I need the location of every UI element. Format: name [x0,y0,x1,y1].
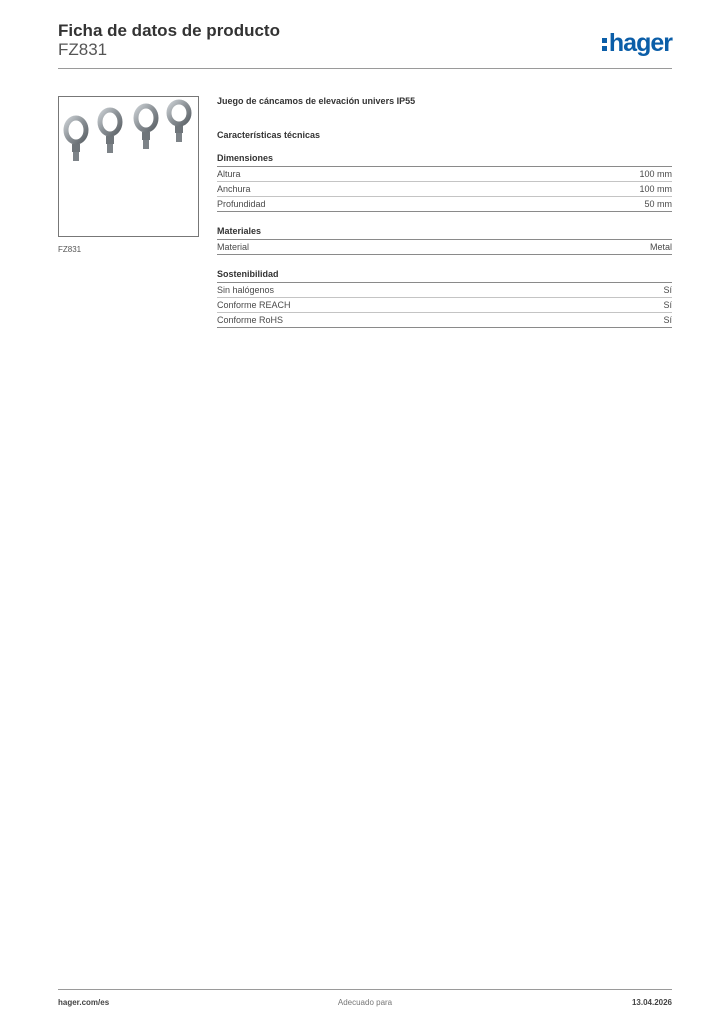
spec-label: Sin halógenos [217,285,275,295]
spec-value: 50 mm [644,199,672,209]
spec-row [217,283,672,298]
page-title: Ficha de datos de producto [58,21,280,40]
image-caption: FZ831 [58,245,82,254]
spec-label: Anchura [217,184,251,194]
footer-suitable-for: Adecuado para [337,998,393,1007]
eye-bolts-image [59,97,198,236]
spec-value: 100 mm [639,184,672,194]
spec-value: Sí [663,315,672,325]
spec-value: Sí [663,285,672,295]
section-title-materials: Materiales [217,226,672,240]
logo-dots-icon [602,38,607,51]
section-title-dimensions: Dimensiones [217,153,672,167]
spec-value: Metal [649,242,672,252]
spec-row [217,182,672,197]
spec-label: Conforme RoHS [217,315,284,325]
logo-text: hager [608,28,672,57]
spec-row [217,313,672,328]
product-code: FZ831 [58,40,108,59]
spec-row [217,240,672,255]
section-title-sustainability: Sostenibilidad [217,269,672,283]
spec-row [217,298,672,313]
footer-date: 13.04.2026 [631,998,672,1007]
product-image [58,96,199,237]
spec-label: Altura [217,169,241,179]
spec-row [217,197,672,212]
spec-label: Conforme REACH [217,300,291,310]
document-header [58,20,672,70]
spec-label: Material [217,242,250,252]
footer-divider [58,989,672,990]
spec-label: Profundidad [217,199,266,209]
tech-characteristics-heading: Características técnicas [217,130,321,140]
spec-value: 100 mm [639,169,672,179]
eye-bolt-1 [66,118,86,161]
eye-bolt-2 [100,110,120,153]
header-divider [58,68,672,69]
hager-logo [602,28,672,58]
spec-row [217,167,672,182]
eye-bolt-3 [136,106,156,149]
product-description: Juego de cáncamos de elevación univers IP55 [217,96,416,106]
specifications [217,96,672,328]
spec-value: Sí [663,300,672,310]
eye-bolt-4 [169,102,189,142]
footer-website-link[interactable]: hager.com/es [58,998,110,1007]
